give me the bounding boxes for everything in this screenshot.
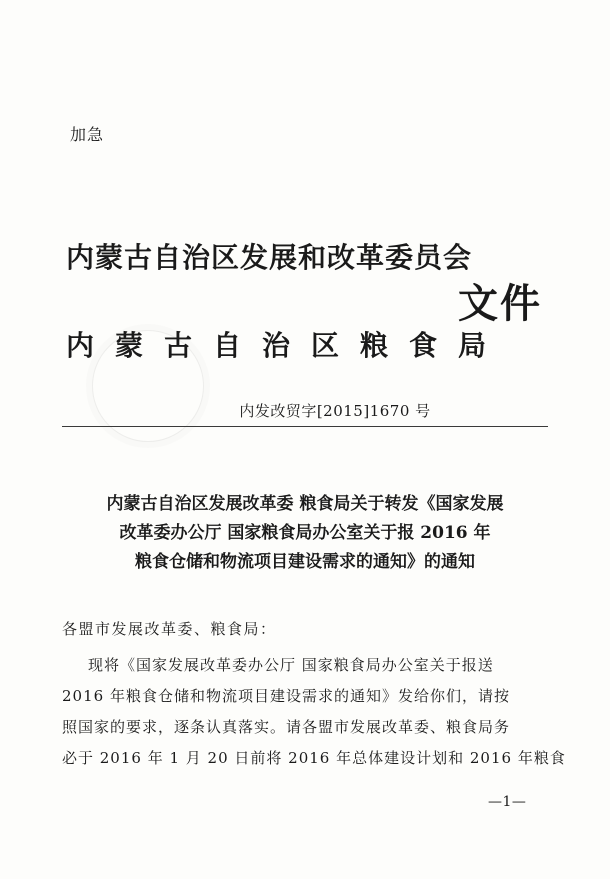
issuer-line-2: 内蒙古自治区粮食局 bbox=[66, 329, 508, 362]
document-title bbox=[40, 490, 570, 577]
title-line: 内蒙古自治区发展改革委 粮食局关于转发《国家发展 bbox=[106, 494, 504, 514]
page-number: —1— bbox=[488, 794, 527, 810]
body-line: 必于 2016 年 1 月 20 日前将 2016 年总体建设计划和 2016 年粮食 bbox=[62, 749, 566, 767]
body-line: 现将《国家发展改革委办公厅 国家粮食局办公室关于报送 bbox=[88, 656, 494, 674]
document-number: 内发改贸字[2015]1670 号 bbox=[239, 402, 431, 420]
body-line: 照国家的要求，逐条认真落实。请各盟市发展改革委、粮食局务 bbox=[62, 718, 511, 736]
document-word: 文件 bbox=[458, 280, 542, 327]
title-line: 粮食仓储和物流项目建设需求的通知》的通知 bbox=[135, 552, 475, 572]
salutation: 各盟市发展改革委、粮食局： bbox=[62, 620, 277, 638]
title-line: 改革委办公厅 国家粮食局办公室关于报 2016 年 bbox=[119, 523, 491, 543]
header-divider bbox=[62, 426, 548, 427]
body-line: 2016 年粮食仓储和物流项目建设需求的通知》发给你们，请按 bbox=[62, 687, 510, 705]
body-paragraph bbox=[62, 650, 566, 774]
urgency-label: 加急 bbox=[70, 125, 105, 144]
issuer-line-1: 内蒙古自治区发展和改革委员会 bbox=[66, 241, 473, 274]
